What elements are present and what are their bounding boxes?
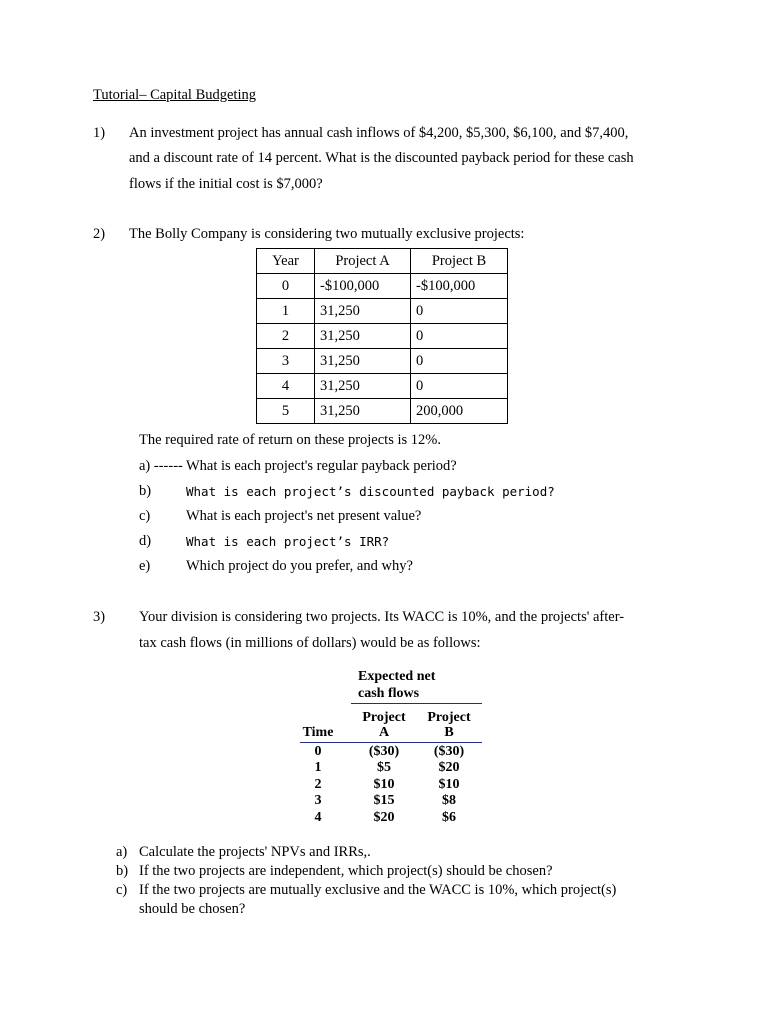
part-label: b) <box>139 483 152 499</box>
bolly-projects-table <box>256 248 508 424</box>
table-row <box>257 324 508 349</box>
expected-net-header: cash flows <box>358 686 420 701</box>
question-2-number: 2) <box>93 226 106 242</box>
project-a-cell: 31,250 <box>315 349 411 374</box>
time-cell: 0 <box>314 744 322 759</box>
required-rate-note: The required rate of return on these projects is 12%. <box>139 432 441 448</box>
project-a-header: Project <box>362 710 406 725</box>
table-row <box>257 349 508 374</box>
part-label: a) <box>116 844 128 860</box>
part-text: What is each project’s discounted payback period? <box>186 484 555 499</box>
document-title: Tutorial– Capital Budgeting <box>93 87 256 103</box>
table-row <box>257 299 508 324</box>
header-underline <box>351 703 482 704</box>
year-cell: 3 <box>257 349 315 374</box>
project-b-cell: $8 <box>442 793 456 808</box>
part-text: What is each project’s IRR? <box>186 534 390 549</box>
question-3-line: Your division is considering two projects. Its WACC is 10%, and the projects' after- <box>139 609 625 625</box>
question-3-line: tax cash flows (in millions of dollars) would be as follows: <box>139 635 481 651</box>
question-1-line: An investment project has annual cash inflows of $4,200, $5,300, $6,100, and $7,400, <box>129 125 629 141</box>
part-label: e) <box>139 558 151 574</box>
time-cell: 3 <box>314 793 322 808</box>
part-label: d) <box>139 533 152 549</box>
project-b-cell: 0 <box>411 324 508 349</box>
time-cell: 1 <box>314 760 322 775</box>
part-text: If the two projects are mutually exclusive and the WACC is 10%, which project(s) <box>139 882 617 898</box>
project-a-cell: $15 <box>373 793 395 808</box>
year-cell: 2 <box>257 324 315 349</box>
project-a-cell: 31,250 <box>315 399 411 424</box>
part-label: a) ------ <box>139 458 183 474</box>
part-text: What is each project's regular payback period? <box>186 458 457 474</box>
project-b-cell: 0 <box>411 374 508 399</box>
table-row <box>257 374 508 399</box>
part-text: Which project do you prefer, and why? <box>186 558 413 574</box>
project-b-cell: ($30) <box>433 744 465 759</box>
project-b-cell: 200,000 <box>411 399 508 424</box>
question-1-number: 1) <box>93 125 106 141</box>
table-header-row <box>257 249 508 274</box>
time-cell: 2 <box>314 777 322 792</box>
project-b-cell: $6 <box>442 810 456 825</box>
question-3-number: 3) <box>93 609 106 625</box>
project-a-cell: -$100,000 <box>315 274 411 299</box>
time-cell: 4 <box>314 810 322 825</box>
table-row <box>257 274 508 299</box>
project-b-cell: $20 <box>438 760 460 775</box>
part-text: should be chosen? <box>139 901 246 917</box>
project-a-cell: ($30) <box>368 744 400 759</box>
table-header-cell: Project A <box>315 249 411 274</box>
part-text: What is each project's net present value? <box>186 508 422 524</box>
year-cell: 1 <box>257 299 315 324</box>
project-a-cell: 31,250 <box>315 324 411 349</box>
project-a-cell: 31,250 <box>315 299 411 324</box>
question-1-line: flows if the initial cost is $7,000? <box>129 176 323 192</box>
time-header: Time <box>302 725 334 740</box>
project-b-header: Project <box>427 710 471 725</box>
question-1-line: and a discount rate of 14 percent. What is the discounted payback period for these cash <box>129 150 634 166</box>
table-header-cell: Year <box>257 249 315 274</box>
project-b-cell: 0 <box>411 349 508 374</box>
part-text: Calculate the projects' NPVs and IRRs,. <box>139 844 371 860</box>
part-text: If the two projects are independent, which project(s) should be chosen? <box>139 863 553 879</box>
table-row <box>257 399 508 424</box>
part-label: c) <box>116 882 128 898</box>
expected-net-header: Expected net <box>358 669 436 684</box>
year-cell: 0 <box>257 274 315 299</box>
table-header-cell: Project B <box>411 249 508 274</box>
header-underline <box>300 742 482 743</box>
project-b-cell: 0 <box>411 299 508 324</box>
year-cell: 5 <box>257 399 315 424</box>
part-label: b) <box>116 863 129 879</box>
project-b-cell: -$100,000 <box>411 274 508 299</box>
project-a-header: A <box>378 725 390 740</box>
project-a-cell: 31,250 <box>315 374 411 399</box>
project-b-header: B <box>444 725 454 740</box>
project-b-cell: $10 <box>438 777 460 792</box>
project-a-cell: $5 <box>377 760 391 775</box>
part-label: c) <box>139 508 151 524</box>
question-2-intro: The Bolly Company is considering two mutually exclusive projects: <box>129 226 525 242</box>
year-cell: 4 <box>257 374 315 399</box>
project-a-cell: $20 <box>373 810 395 825</box>
project-a-cell: $10 <box>373 777 395 792</box>
